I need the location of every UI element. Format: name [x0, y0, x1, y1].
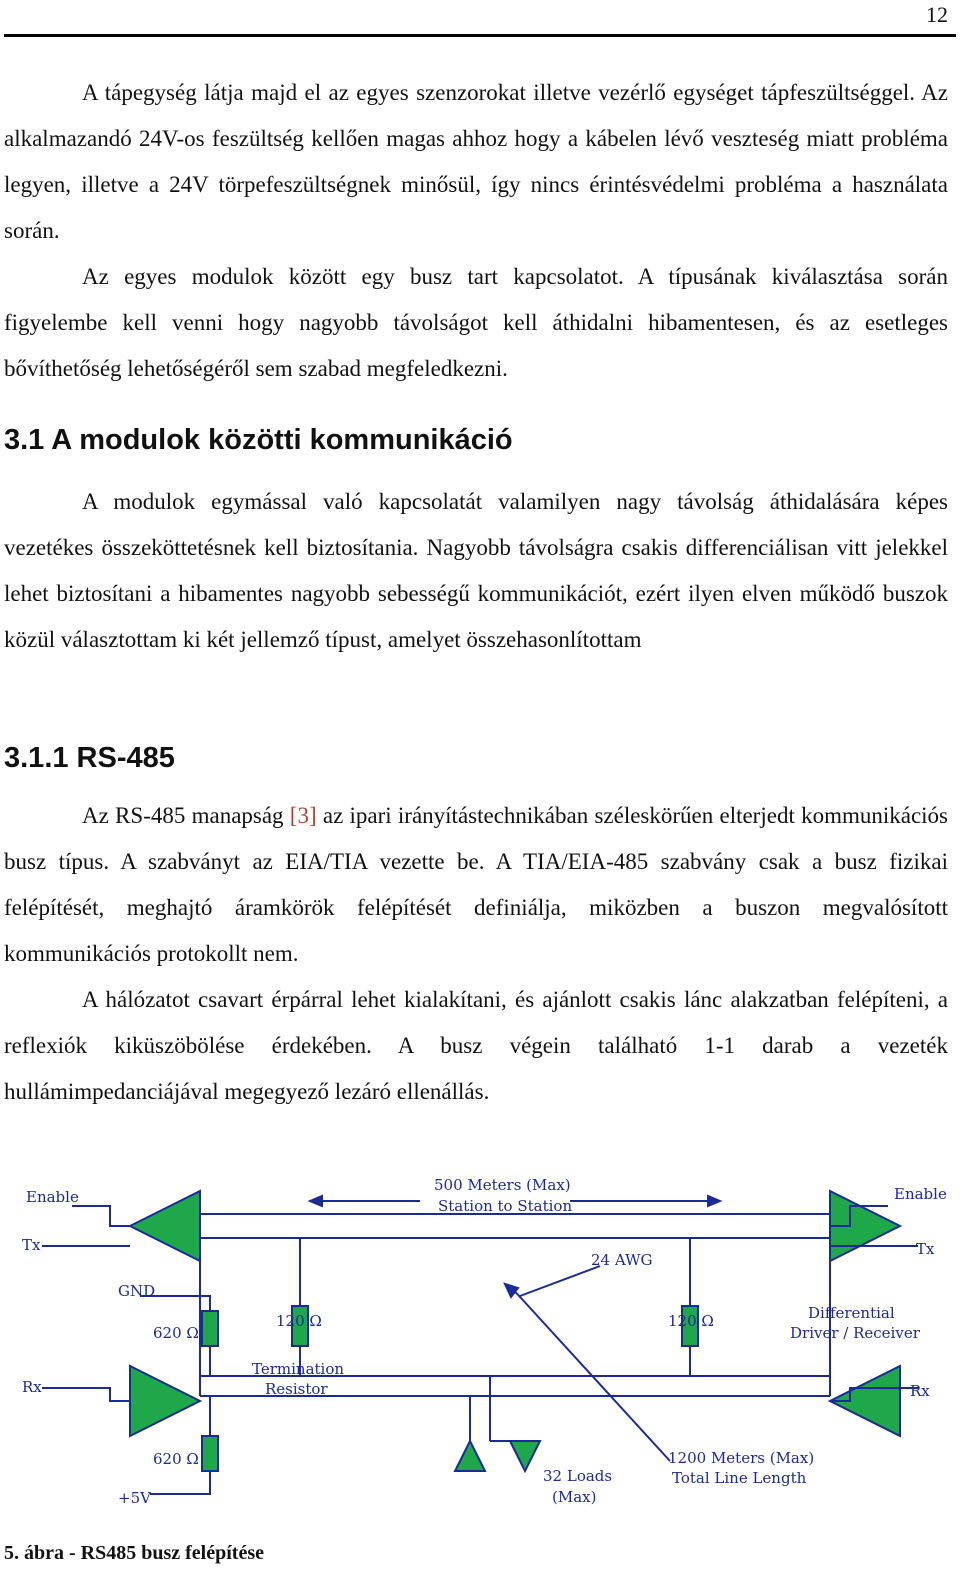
rs485-figure [0, 1166, 960, 1546]
label-length-2: Total Line Length [672, 1469, 807, 1487]
paragraph-2: Az egyes modulok között egy busz tart kapcsolatot. A típusának kiválasztása során figyelembe kell venni hogy nagyobb távolságot kell áthidalni hibamentesen, és az esetleges bővíthetőség lehetőségéről sem szabad megfeledkezni. [4, 264, 948, 381]
paragraph-5: A hálózatot csavart érpárral lehet kialakítani, és ajánlott csakis lánc alakzatban felépíteni, a reflexiók kiküszöbölése érdekében. A busz végein található 1-1 darab a vezeték hullámimpedanciájával megegyező lezáró ellenállás. [4, 987, 948, 1104]
label-distance-2: Station to Station [438, 1197, 573, 1215]
section-heading: 3.1 A modulok közötti kommunikáció [4, 424, 513, 456]
bias-resistor-bottom [202, 1436, 218, 1471]
label-diff-2: Driver / Receiver [790, 1324, 920, 1342]
left-driver-symbol [130, 1191, 200, 1261]
figure-caption: 5. ábra - RS485 busz felépítése [4, 1542, 264, 1564]
label-620-top: 620 Ω [153, 1324, 199, 1342]
label-termination-1: Termination [252, 1360, 345, 1378]
paragraph-4-text-b: az ipari irányítástechnikában széleskörűen elterjedt kommunikációs busz típus. A szabványt az EIA/TIA vezette be. A TIA/EIA-485 szabvány csak a busz fizikai felépítését, meghajtó áramkörök felépítését definiálja, miközben a buszon megvalósított kommunikációs protokollt nem. [4, 803, 948, 966]
label-distance-1: 500 Meters (Max) [434, 1176, 571, 1194]
label-enable-left: Enable [26, 1188, 79, 1206]
load-transceiver-1 [455, 1441, 485, 1471]
label-rx-right: Rx [910, 1382, 930, 1400]
label-120-right: 120 Ω [668, 1312, 714, 1330]
paragraph-3: A modulok egymással való kapcsolatát valamilyen nagy távolság áthidalására képes vezetékes összeköttetésnek kell biztosítania. Nagyobb távolságra csakis differenciálisan vitt jelekkel lehet biztosítani a hibamentes nagyobb sebességű kommunikációt, ezért ilyen elven működő buszok közül választottam ki két jellemző típust, amelyet összehasonlítottam [4, 489, 948, 652]
label-tx-left: Tx [22, 1236, 41, 1254]
subsection-heading: 3.1.1 RS-485 [4, 742, 175, 774]
label-termination-2: Resistor [265, 1380, 328, 1398]
load-transceiver-2 [510, 1441, 540, 1471]
label-length-1: 1200 Meters (Max) [668, 1449, 815, 1467]
label-loads-1: 32 Loads [543, 1467, 613, 1485]
bias-resistor-top [202, 1311, 218, 1346]
label-gnd: GND [118, 1282, 156, 1300]
label-awg: 24 AWG [591, 1251, 653, 1269]
paragraph-4-text-a: Az RS-485 manapság [82, 803, 290, 828]
label-rx-left: Rx [22, 1378, 42, 1396]
citation-link[interactable]: [3] [289, 803, 317, 828]
label-enable-right: Enable [894, 1185, 947, 1203]
header-rule [4, 34, 956, 37]
page-number: 12 [926, 2, 948, 27]
rs485-diagram [0, 1166, 960, 1546]
label-tx-right: Tx [916, 1240, 935, 1258]
label-plus5v: +5V [118, 1489, 151, 1507]
paragraph-4 [4, 793, 948, 977]
label-diff-1: Differential [808, 1304, 895, 1322]
paragraph-1: A tápegység látja majd el az egyes szenzorokat illetve vezérlő egységet tápfeszültséggel. Az alkalmazandó 24V-os feszültség kellően magas ahhoz hogy a kábelen lévő veszteség miatt probléma legyen, illetve a 24V törpefeszültségnek minősül, így nincs érintésvédelmi probléma a használata során. [4, 80, 948, 243]
left-receiver-symbol [130, 1366, 200, 1436]
label-620-bottom: 620 Ω [153, 1450, 199, 1468]
label-loads-2: (Max) [552, 1488, 597, 1506]
label-120-left: 120 Ω [276, 1312, 322, 1330]
